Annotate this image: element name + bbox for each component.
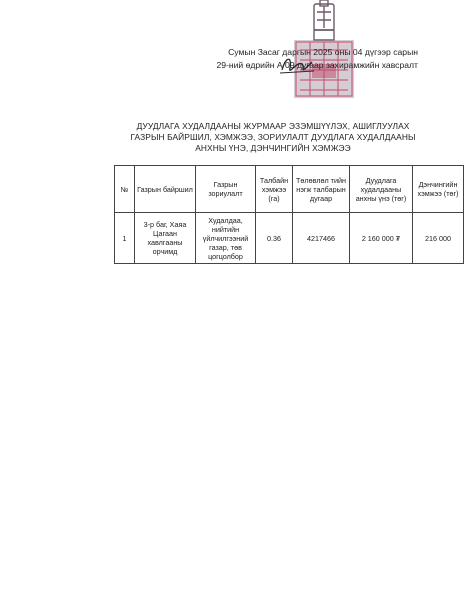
- header-area: Талбайн хэмжээ (га): [256, 166, 293, 213]
- land-auction-table: [114, 165, 464, 264]
- table-header-row: [115, 166, 464, 213]
- header-number: №: [115, 166, 135, 213]
- header-location: Газрын байршил: [135, 166, 196, 213]
- table-row: [115, 213, 464, 264]
- header-deposit: Дэнчингийн хэмжээ (төг): [413, 166, 464, 213]
- header-parcel-number: Төлөвлөл тийн нэгж талбарын дугаар: [293, 166, 350, 213]
- cell-parcel-number: 4217466: [293, 213, 350, 264]
- cell-number: 1: [115, 213, 135, 264]
- annex-note: [190, 46, 418, 72]
- annex-line-2: 29-ний өдрийн А/09 дугаар захирамжийн хавсралт: [216, 60, 418, 70]
- title-line-1: ДУУДЛАГА ХУДАЛДААНЫ ЖУРМААР ЭЗЭМШҮҮЛЭХ, АШИГЛУУЛАХ: [136, 121, 410, 131]
- header-purpose: Газрын зориулалт: [196, 166, 256, 213]
- cell-start-price: 2 160 000 ₮: [350, 213, 413, 264]
- header-start-price: Дуудлага худалдааны анхны үнэ (төг): [350, 166, 413, 213]
- document-title: [108, 121, 438, 154]
- annex-line-1: Сумын Засаг даргын 2025 оны 04 дүгээр сарын: [228, 47, 418, 57]
- cell-location: 3-р баг, Хаяа Цагаан хавлгааны орчимд: [135, 213, 196, 264]
- cell-area: 0.36: [256, 213, 293, 264]
- title-line-3: АНХНЫ ҮНЭ, ДЭНЧИНГИЙН ХЭМЖЭЭ: [195, 143, 351, 153]
- cell-purpose: Худалдаа, нийтийн үйлчилгээний газар, төв цогцолбор: [196, 213, 256, 264]
- cell-deposit: 216 000: [413, 213, 464, 264]
- title-line-2: ГАЗРЫН БАЙРШИЛ, ХЭМЖЭЭ, ЗОРИУЛАЛТ ДУУДЛАГА ХУДАЛДААНЫ: [130, 132, 416, 142]
